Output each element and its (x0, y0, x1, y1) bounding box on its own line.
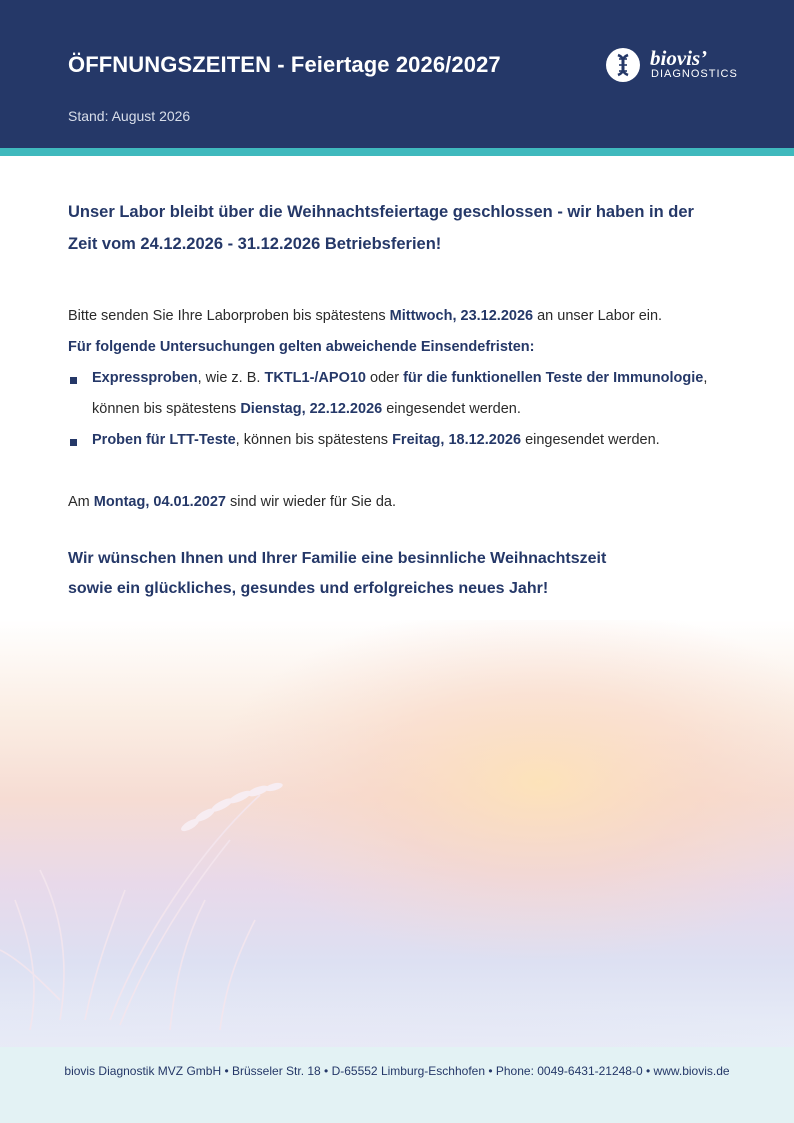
text-fragment: , wie z. B. (197, 370, 265, 386)
list-item (68, 425, 728, 456)
text-fragment: Am (68, 494, 94, 510)
winter-grass-photo (0, 620, 794, 1047)
send-deadline-date: Mittwoch, 23.12.2026 (389, 308, 534, 324)
footer-bar (0, 1047, 794, 1123)
text-fragment: , (703, 370, 708, 386)
ltt-label: Proben für LTT-Teste (92, 432, 236, 448)
logo-subtitle: DIAGNOSTICS (651, 68, 738, 80)
reopening-notice (68, 487, 728, 518)
text-fragment: können bis spätestens (92, 401, 241, 417)
tktl-label: TKTL1-/APO10 (264, 370, 366, 386)
logo-wordmark: biovis’ (650, 46, 708, 70)
bullet-square-icon (70, 377, 77, 384)
closure-notice (68, 196, 728, 260)
text-fragment: eingesendet werden. (382, 401, 521, 417)
page-title: ÖFFNUNGSZEITEN - Feiertage 2026/2027 (68, 52, 501, 77)
biovis-logo (606, 46, 756, 86)
closure-line-1: Unser Labor bleibt über die Weihnachtsfeiertage geschlossen - wir haben in der (68, 203, 694, 221)
footer-contact: biovis Diagnostik MVZ GmbH • Brüsseler Str. 18 • D-65552 Limburg-Eschhofen • Phone: 0049-6431-21248-0 • www.biovis.de (64, 1064, 730, 1078)
exceptions-list (68, 363, 728, 456)
reopening-date: Montag, 04.01.2027 (93, 494, 226, 510)
text-fragment: sind wir wieder für Sie da. (225, 494, 396, 510)
stand-date: Stand: August 2026 (68, 108, 191, 124)
list-item (68, 363, 728, 425)
notice-body (68, 196, 728, 604)
send-deadline (68, 301, 728, 332)
dna-icon (606, 48, 640, 82)
text-fragment: oder (365, 370, 404, 386)
immunology-label: für die funktionellen Teste der Immunologie (403, 370, 704, 386)
express-label: Expressproben (92, 370, 198, 386)
greeting-line-2: sowie ein glückliches, gesundes und erfolgreiches neues Jahr! (68, 580, 549, 597)
greeting-line-1: Wir wünschen Ihnen und Ihrer Familie eine besinnliche Weihnachtszeit (68, 550, 607, 567)
season-greeting (68, 544, 728, 604)
bullet-square-icon (70, 439, 77, 446)
exceptions-heading: Für folgende Untersuchungen gelten abweichende Einsendefristen: (68, 339, 535, 355)
text-fragment: , können bis spätestens (235, 432, 393, 448)
send-deadline-text: Bitte senden Sie Ihre Laborproben bis spätestens (68, 308, 390, 324)
ltt-deadline-date: Freitag, 18.12.2026 (392, 432, 522, 448)
express-deadline-date: Dienstag, 22.12.2026 (240, 401, 383, 417)
accent-stripe (0, 148, 794, 156)
closure-line-2: Zeit vom 24.12.2026 - 31.12.2026 Betriebsferien! (68, 235, 442, 253)
send-deadline-tail: an unser Labor ein. (533, 308, 663, 324)
text-fragment: eingesendet werden. (521, 432, 660, 448)
